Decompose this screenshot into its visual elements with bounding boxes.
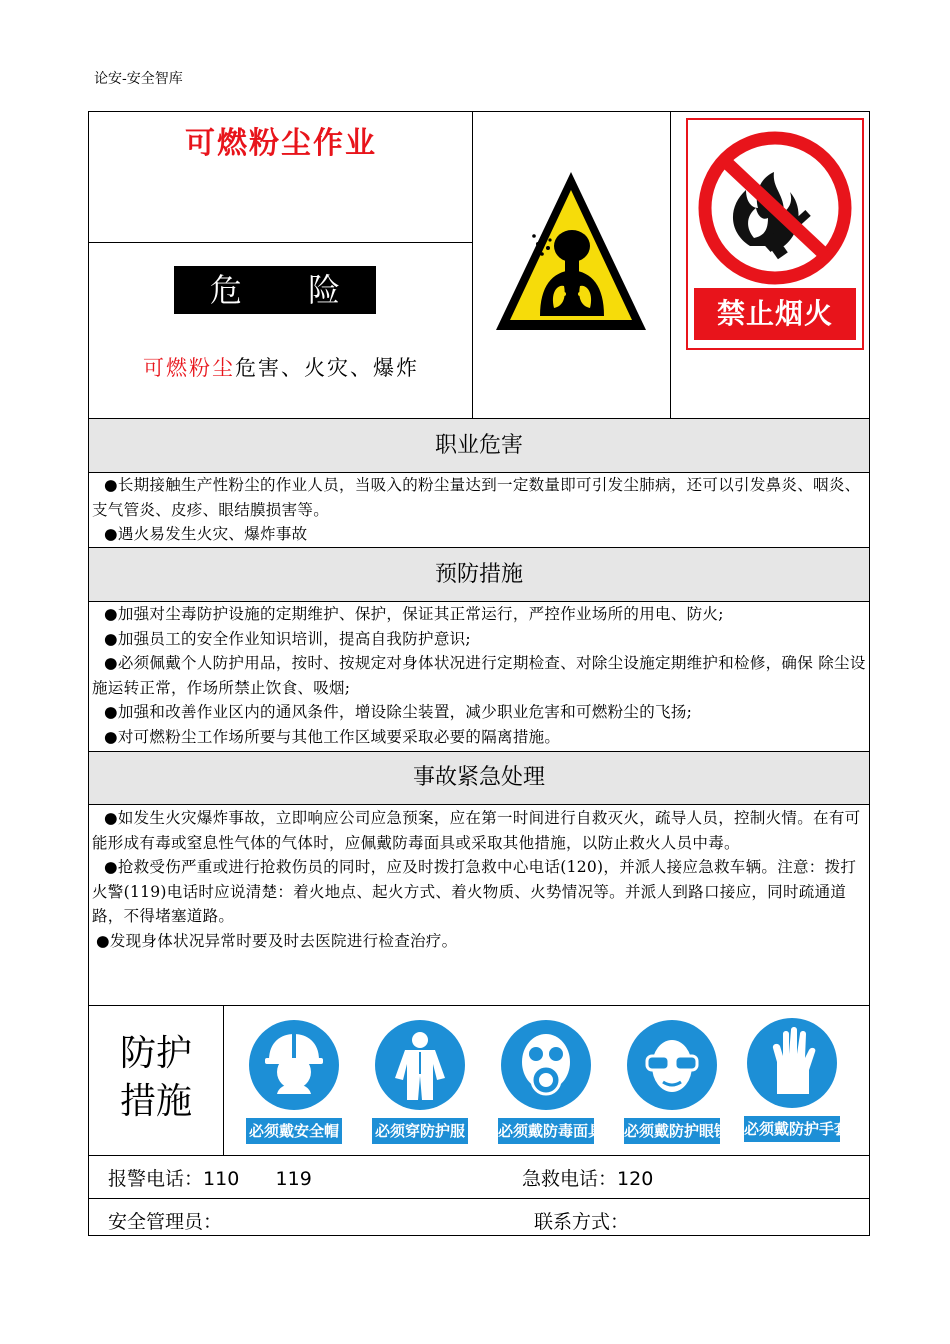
divider [472, 111, 473, 418]
ppe-label: 必须戴安全帽 [246, 1118, 342, 1144]
alarm-phone [108, 1164, 312, 1191]
alarm-phone-label: 报警电话： [108, 1168, 204, 1190]
danger-label: 危 险 [209, 271, 369, 309]
divider [88, 804, 870, 805]
no-fire-sign [686, 118, 864, 350]
hazard-rest-text: 危害、火灾、爆炸 [235, 356, 419, 380]
list-item: ●如发生火灾爆炸事故，立即响应公司应急预案，应在第一时间进行自救灭火，疏导人员，控制火情。在有可能形成有毒或窒息性气体的气体时，应佩戴防毒面具或采取其他措施，以防止救火人员中毒。 [92, 809, 861, 852]
emergency-text [92, 806, 870, 953]
list-item: ●遇火易发生火灾、爆炸事故 [104, 525, 308, 543]
ppe-sign-gas-mask [498, 1020, 604, 1144]
alarm-phone-numbers: 110 119 [203, 1168, 312, 1190]
first-aid-number: 120 [617, 1168, 654, 1190]
hard-hat-icon [249, 1020, 339, 1110]
no-fire-icon [688, 122, 862, 292]
page-title: 可燃粉尘作业 [185, 126, 377, 161]
list-item: ●对可燃粉尘工作场所要与其他工作区域要采取必要的隔离措施。 [104, 727, 561, 746]
gas-mask-icon [501, 1020, 591, 1110]
divider [670, 111, 671, 418]
no-fire-label: 禁止烟火 [694, 288, 856, 340]
goggles-icon [627, 1020, 717, 1110]
protective-suit-icon [375, 1020, 465, 1110]
list-item: ●必须佩戴个人防护用品，按时、按规定对身体状况进行定期检查、对除尘设施定期维护和检修，确保 除尘设施运转正常，作场所禁止饮食、吸烟; [92, 654, 866, 697]
section-heading-occupational: 职业危害 [89, 419, 869, 472]
hazard-summary [90, 352, 472, 382]
list-item: ●发现身体状况异常时要及时去医院进行检查治疗。 [96, 931, 458, 950]
ppe-label: 必须穿防护服 [372, 1118, 468, 1144]
list-item: ●加强员工的安全作业知识培训，提高自我防护意识; [104, 629, 471, 648]
ppe-sign-gloves [744, 1018, 850, 1142]
protection-label [96, 1030, 216, 1126]
danger-badge [174, 266, 376, 314]
divider [88, 1005, 870, 1006]
protection-label-line2: 措施 [119, 1081, 192, 1122]
ppe-label: 必须戴防护手套 [744, 1116, 840, 1142]
prevention-text [92, 602, 870, 749]
first-aid-phone [522, 1164, 653, 1191]
contact-label: 联系方式： [534, 1211, 630, 1233]
divider [88, 242, 473, 243]
dust-inhalation-warning-icon [492, 168, 650, 336]
hazard-red-text: 可燃粉尘 [143, 356, 235, 380]
divider [88, 1198, 870, 1199]
list-item: ●加强和改善作业区内的通风条件，增设除尘装置，减少职业危害和可燃粉尘的飞扬; [104, 703, 693, 721]
list-item: ●长期接触生产性粉尘的作业人员，当吸入的粉尘量达到一定数量即可引发尘肺病，还可以引发鼻炎、咽炎、支气管炎、皮疹、眼结膜损害等。 [92, 476, 861, 519]
ppe-label: 必须戴防护眼镜 [624, 1118, 720, 1144]
safety-manager-label: 安全管理员： [108, 1211, 223, 1233]
occupational-hazards-text [92, 473, 870, 547]
section-heading-emergency: 事故紧急处理 [89, 752, 869, 804]
ppe-sign-goggles [624, 1020, 730, 1144]
protection-label-line1: 防护 [119, 1033, 192, 1074]
ppe-label: 必须戴防毒面具 [498, 1118, 594, 1144]
first-aid-label: 急救电话： [522, 1168, 618, 1190]
divider [223, 1005, 224, 1155]
list-item: ●加强对尘毒防护设施的定期维护、保护，保证其正常运行，严控作业场所的用电、防火; [104, 605, 724, 623]
gloves-icon [747, 1018, 837, 1108]
section-heading-prevention: 预防措施 [89, 548, 869, 601]
ppe-sign-protective-suit [372, 1020, 468, 1144]
divider [88, 1155, 870, 1156]
ppe-sign-hard-hat [246, 1020, 342, 1144]
list-item: ●抢救受伤严重或进行抢救伤员的同时，应及时拨打急救中心电话(120)，并派人接应急救车辆。注意：拨打火警(119)电话时应说清楚：着火地点、起火方式、着火物质、火势情况等。并派人到路口接应，同时疏通道路，不得堵塞道路。 [92, 858, 857, 925]
header-note: 论安-安全智库 [94, 71, 183, 87]
